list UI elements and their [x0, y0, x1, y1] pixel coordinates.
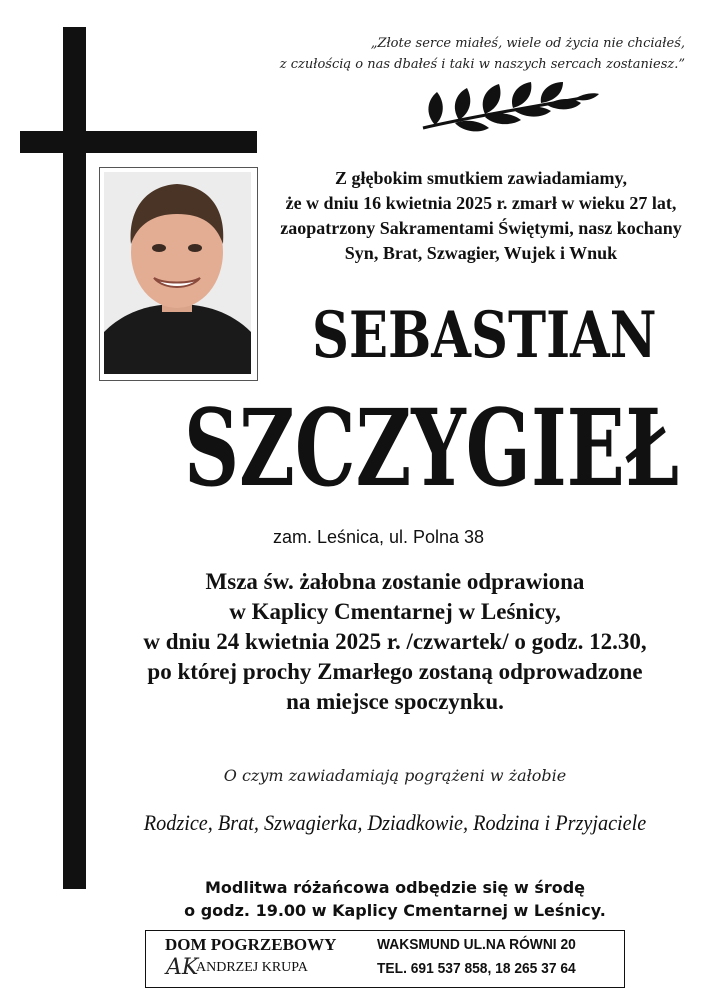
mourners-list: Rodzice, Brat, Szwagierka, Dziadkowie, Rodzina i Przyjaciele	[143, 810, 647, 835]
deceased-first-name: SEBASTIAN	[312, 298, 657, 373]
intro-line-1: Z głębokim smutkiem zawiadamiamy,	[334, 168, 627, 188]
cross-vertical-bar	[63, 27, 86, 889]
quote-line-1: „Złote serce miałeś, wiele od życia nie chciałeś,	[370, 36, 685, 51]
announcement-intro	[262, 166, 700, 266]
memorial-quote	[245, 33, 685, 75]
rosary-info	[95, 876, 695, 922]
intro-line-4: Syn, Brat, Szwagier, Wujek i Wnuk	[344, 243, 618, 263]
funeral-mass-info	[95, 567, 695, 717]
mass-line-4: po której prochy Zmarłego zostaną odprowadzone	[147, 659, 643, 684]
mass-line-5: na miejsce spoczynku.	[286, 689, 504, 714]
rosary-line-2: o godz. 19.00 w Kaplicy Cmentarnej w Leśnicy.	[184, 901, 606, 920]
funeral-home-owner: ANDRZEJ KRUPA	[196, 960, 308, 975]
intro-line-3: zaopatrzony Sakramentami Świętymi, nasz kochany	[280, 218, 682, 238]
mourners-intro: O czym zawiadamiają pogrążeni w żałobie	[223, 766, 567, 785]
deceased-last-name: SZCZYGIEŁ	[183, 385, 679, 510]
mass-line-1: Msza św. żałobna zostanie odprawiona	[205, 569, 585, 594]
funeral-home-phone: TEL. 691 537 858, 18 265 37 64	[377, 960, 576, 977]
mass-line-2: w Kaplicy Cmentarnej w Leśnicy,	[229, 599, 561, 624]
deceased-photo	[104, 172, 251, 374]
laurel-branch-icon	[415, 78, 600, 136]
funeral-home-name: DOM POGRZEBOWY	[165, 935, 337, 954]
deceased-address: zam. Leśnica, ul. Polna 38	[272, 527, 485, 547]
cross-horizontal-bar	[20, 131, 257, 153]
rosary-line-1: Modlitwa różańcowa odbędzie się w środę	[204, 878, 586, 897]
funeral-home-address: WAKSMUND UL.NA RÓWNI 20	[377, 936, 576, 953]
quote-line-2: z czułością o nas dbałeś i taki w naszych sercach zostaniesz.”	[279, 57, 685, 72]
mass-line-3: w dniu 24 kwietnia 2025 r. /czwartek/ o godz. 12.30,	[143, 629, 647, 654]
funeral-home-logo: AK	[166, 955, 199, 980]
intro-line-2: że w dniu 16 kwietnia 2025 r. zmarł w wieku 27 lat,	[285, 193, 677, 213]
